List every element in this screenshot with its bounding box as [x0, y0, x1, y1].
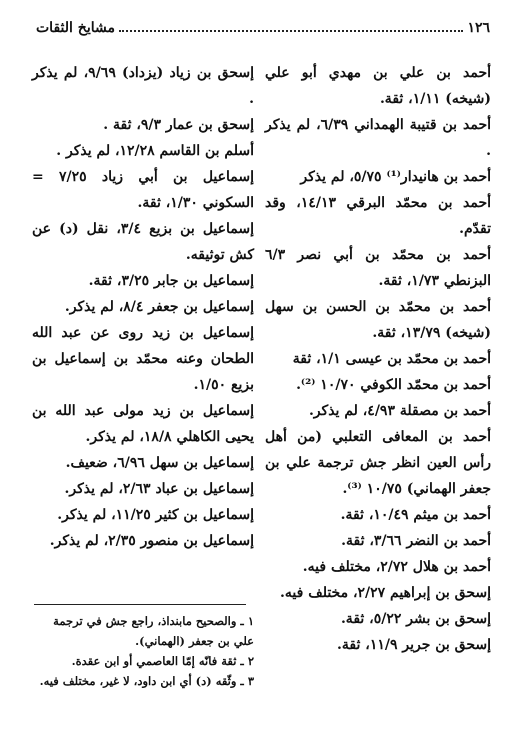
list-item: إسحق بن عمار ٩/٣، ثقة . [103, 117, 254, 133]
list-item: أحمد بن ميثم ١٠/٤٩، ثقة. [340, 507, 491, 523]
list-item: أحمد بن محمّد الكوفي ١٠/٧٠ ⁽²⁾. [296, 377, 491, 393]
list-item: إسماعيل بن جابر ٣/٢٥، ثقة. [88, 273, 254, 289]
list-item: أحمد بن محمّد البرقي ١٤/١٣، وقد تقدّم. [265, 195, 491, 237]
list-item: أحمد بن هانيدار⁽¹⁾ ٥/٧٥، لم يذكر [300, 169, 491, 185]
list-item: إسماعيل بن منصور ٢/٣٥، لم يذكر. [49, 533, 254, 549]
list-item: إسماعيل بن عباد ٢/٦٣، لم يذكر. [64, 481, 254, 497]
footnote: ٢ ـ ثقة فانّه إمّا العاصمي أو ابن عقدة. [71, 654, 254, 668]
list-item: أحمد بن محمّد بن الحسن بن سهل (شيخه) ١٣/٧٩، ثقة. [265, 299, 491, 341]
list-item: إسماعيل بن كثير ١١/٢٥، لم يذكر. [57, 507, 254, 523]
list-item: أحمد بن هلال ٢/٧٢، مختلف فيه. [302, 559, 491, 575]
list-item: إسماعيل بن بزيع ٣/٤، نقل (د) عن كش توثيقه. [32, 221, 254, 263]
list-item: أحمد بن محمّد بن أبي نصر ٦/٣ البزنطي ١/٧٣، ثقة. [265, 247, 491, 289]
list-item: إسحق بن إبراهيم ٢/٢٧، مختلف فيه. [280, 585, 491, 601]
header-dotted-leader [119, 18, 463, 32]
list-item: إسماعيل بن أبي زياد ٧/٢٥ = السكوني ١/٣٠، ثقة. [32, 169, 254, 211]
footnote: ٣ ـ وثّقه (د) أي ابن داود، لا غير، مختلف فيه. [39, 674, 254, 688]
footnotes [32, 611, 254, 691]
list-item: أسلم بن القاسم ١٢/٢٨، لم يذكر . [56, 143, 254, 159]
footnote-divider [34, 604, 246, 605]
list-item: أحمد بن محمّد بن عيسى ١/١، ثقة [292, 351, 491, 367]
footnote: ١ ـ والصحيح مابنداذ، راجع جش في ترجمة علي بن جعفر (الهماني). [53, 614, 254, 648]
list-item: إسحق بن زياد (يزداد) ٩/٦٩، لم يذكر . [32, 65, 254, 107]
list-item: أحمد بن قتيبة الهمداني ٦/٣٩، لم يذكر . [265, 117, 491, 159]
list-item: أحمد بن المعافى التعلبي (من أهل رأس العين انظر جش ترجمة علي بن جعفر الهماني) ١٠/٧٥ ⁽³⁾. [265, 429, 491, 497]
running-title: مشايخ الثقات [36, 20, 115, 36]
list-item: إسحق بن بشر ٥/٢٢، ثقة. [340, 611, 491, 627]
list-item: إسحق بن جرير ١١/٩، ثقة. [337, 637, 491, 653]
list-item: أحمد بن علي بن مهدي أبو علي (شيخه) ١/١١، ثقة. [265, 65, 491, 107]
list-item: إسماعيل بن زيد مولى عبد الله بن يحيى الكاهلي ١٨/٨، لم يذكر. [32, 403, 254, 445]
list-item: إسماعيل بن سهل ٦/٩٦، ضعيف. [65, 455, 254, 471]
right-column [265, 60, 491, 658]
page-header [36, 18, 490, 40]
list-item: إسماعيل بن جعفر ٨/٤، لم يذكر. [64, 299, 254, 315]
list-item: أحمد بن مصقلة ٤/٩٣، لم يذكر. [308, 403, 491, 419]
list-item: أحمد بن النضر ٣/٦٦، ثقة. [341, 533, 491, 549]
left-column [32, 60, 254, 554]
page-number: ١٢٦ [467, 20, 490, 36]
list-item: إسماعيل بن زيد روى عن عبد الله الطحان وعنه محمّد بن إسماعيل بن بزيع ١/٥٠. [32, 325, 254, 393]
